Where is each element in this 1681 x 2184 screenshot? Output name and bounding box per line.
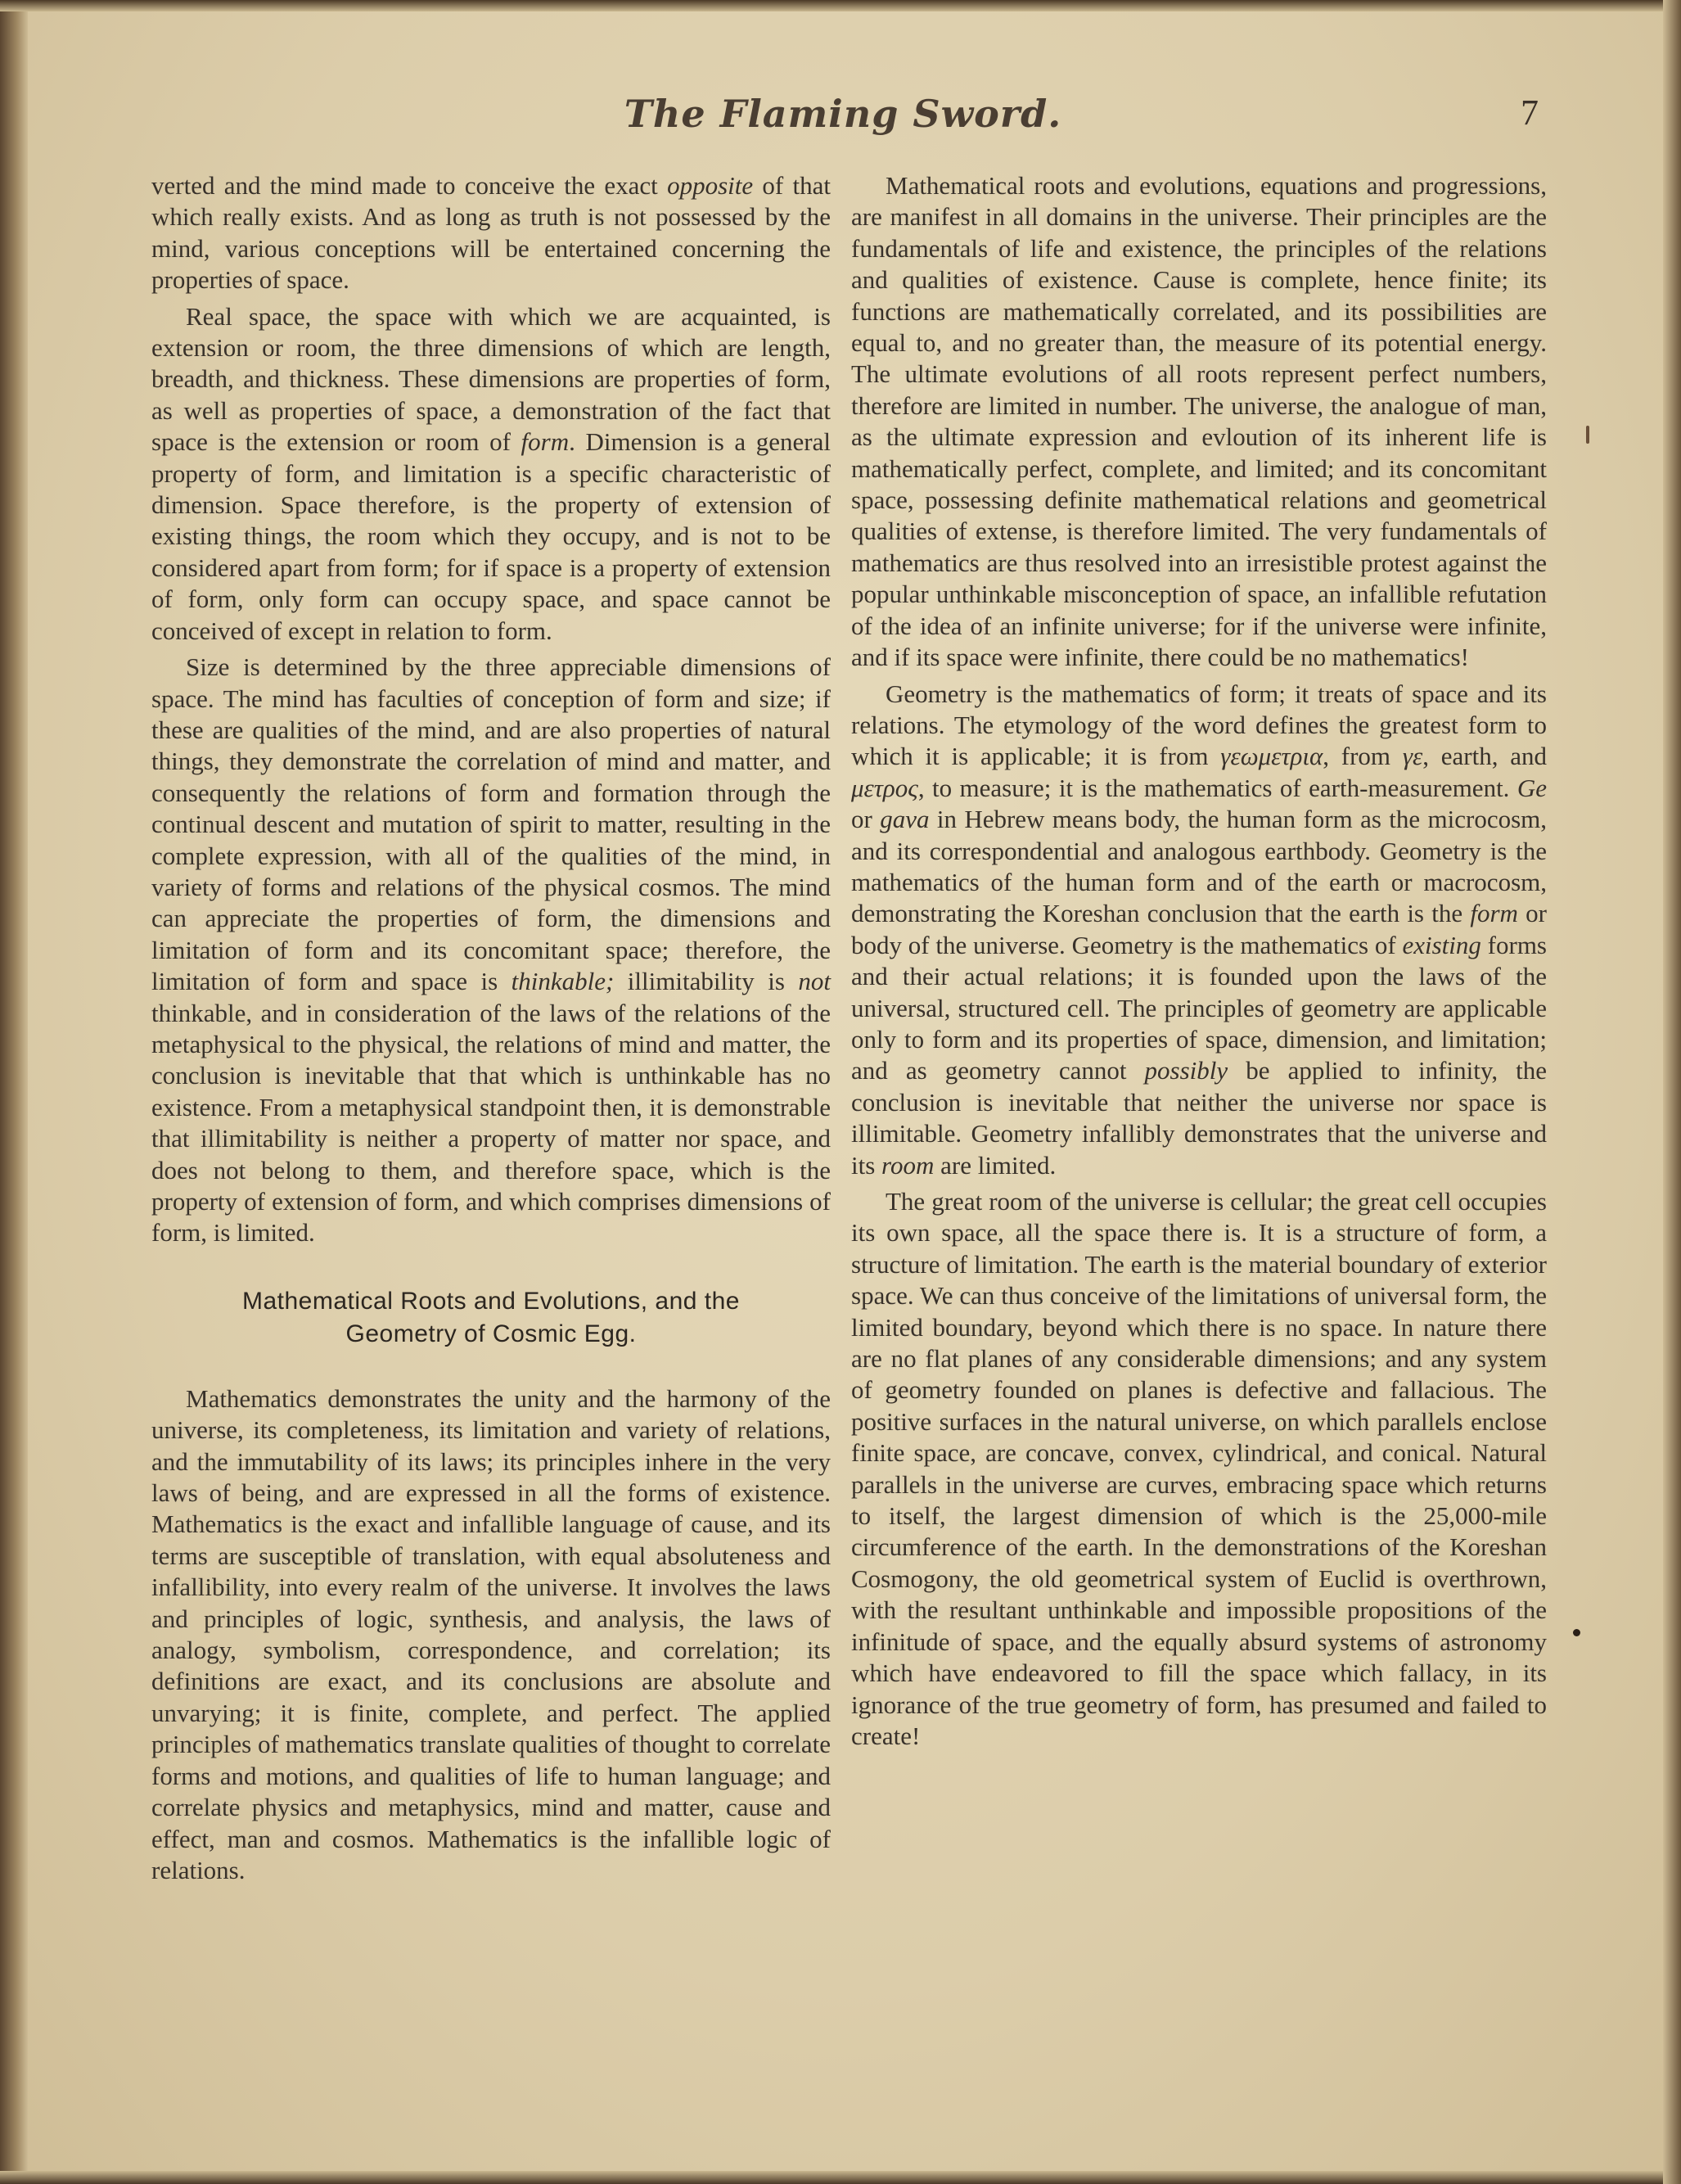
right-column (851, 170, 1547, 1757)
right-edge (1663, 0, 1681, 2184)
paragraph: verted and the mind made to conceive the exact opposite of that which really exists. And as long as truth is not possessed by the mind, various conceptions will be entertained concerning the properties of space. (151, 171, 831, 295)
paragraph: Size is determined by the three appreciable dimensions of space. The mind has faculties of conception of form and size; if these are qualities of the mind, and are also properties of natural things, they demonstrate the correlation of mind and matter, and consequently the relations of form and formation through the continual descent and mutation of spirit to matter, resulting in the complete expression, with all of the qualities of the mind, in variety of forms and relations of the physical cosmos. The mind can appreciate the properties of form, the dimensions and limitation of form and its concomitant space; therefore, the limitation of form and space is thinkable; illimitability is not thinkable, and in consideration of the laws of the relations of the metaphysical to the physical, the relations of mind and matter, the conclusion is inevitable that that which is unthinkable has no existence. From a metaphysical standpoint then, it is demonstrable that illimitability is neither a property of matter nor space, and does not belong to them, and therefore space, which is the property of extension of form, and which comprises dimensions of form, is limited. (151, 652, 831, 1248)
paragraph: Mathematics demonstrates the unity and the harmony of the universe, its completeness, its limitation and variety of relations, and the immutability of its laws; its principles inhere in the very laws of being, and are expressed in all the forms of existence. Mathematics is the exact and infallible language of cause, and its terms are susceptible of translation, with equal absoluteness and infallibility, into every realm of the universe. It involves the laws and principles of logic, synthesis, and analysis, the laws of analogy, symbolism, correspondence, and correlation; its definitions are exact, and its conclusions are absolute and unvarying; it is finite, complete, and perfect. The applied principles of mathematics translate qualities of thought to correlate forms and motions, and qualities of life to human language; and correlate physics and metaphysics, mind and matter, cause and effect, man and cosmos. Mathematics is the infallible logic of relations. (151, 1383, 831, 1884)
page-header (147, 92, 1539, 149)
top-edge (0, 0, 1681, 11)
bottom-edge (0, 2171, 1681, 2184)
paragraph: Real space, the space with which we are acquainted, is extension or room, the three dimensions of which are length, breadth, and thickness. These dimensions are properties of form, as well as properties of space, a demonstration of the fact that space is the extension or room of form. Dimension is a general property of form, and limitation is a specific characteristic of dimension. Space therefore, is the property of extension of existing things, the room which they occupy, and is not to be considered apart from form; for if space is a property of extension of form, only form can occupy space, and space cannot be conceived of except in relation to form. (151, 301, 831, 645)
ink-speck (1586, 426, 1589, 444)
running-title: The Flaming Sword. (624, 92, 1062, 136)
page-number: 7 (1521, 93, 1539, 133)
paragraph: The great room of the universe is cellular; the great cell occupies its own space, all the space there is. It is a structure of form, a structure of limitation. The earth is the material boundary of exterior space. We can thus conceive of the limitations of universal form, the limited boundary, beyond which there is no space. In nature there are no flat planes of any considerable dimensions; and any system of geometry founded on planes is defective and fallacious. The positive surfaces in the natural universe, on which parallels enclose finite space, are concave, convex, cylindrical, and conical. Natural parallels in the universe are curves, embracing space which returns to itself, the largest dimension of which is the 25,000-mile circumference of the earth. In the demonstrations of the Koreshan Cosmogony, the old geometrical system of Euclid is overthrown, with the resultant unthinkable and impossible propositions of the infinitude of space, and the equally absurd systems of astronomy which have endeavored to fill the space which fallacy, in its ignorance of the true geometry of form, has presumed and failed to create! (851, 1187, 1547, 1750)
left-column (151, 170, 831, 1891)
section-heading-line: Mathematical Roots and Evolutions, and the (241, 1287, 740, 1315)
section-heading-line: Geometry of Cosmic Egg. (345, 1320, 637, 1347)
paragraph: Mathematical roots and evolutions, equations and progressions, are manifest in all domains in the universe. Their principles are the fundamentals of life and existence, the principles of the relations and qualities of existence. Cause is complete, hence finite; its functions are mathematically correlated, and its possibilities are equal to, and no greater than, the measure of its potential energy. The ultimate evolutions of all roots represent perfect numbers, therefore are limited in number. The universe, the analogue of man, as the ultimate expression and evloution of its inherent life is mathematically perfect, complete, and limited; and its concomitant space, possessing definite mathematical relations and geometrical qualities of extense, is therefore limited. The very fundamentals of mathematics are thus resolved into an irresistible protest against the popular unthinkable misconception of space, an infallible refutation of the idea of an infinite universe; for if the universe were infinite, and if its space were infinite, there could be no mathematics! (851, 171, 1547, 672)
section-heading (151, 1285, 831, 1351)
ink-speck (1573, 1629, 1580, 1636)
paragraph: Geometry is the mathematics of form; it treats of space and its relations. The etymology of the word defines the greatest form to which it is applicable; it is from γεωμετρια, from γε, earth, and μετρος, to measure; it is the mathematics of earth-measurement. Ge or gava in Hebrew means body, the human form as the microcosm, and its correspondential and analogous earthbody. Geometry is the mathematics of the human form and of the earth or macrocosm, demonstrating the Koreshan conclusion that the earth is the form or body of the universe. Geometry is the mathematics of existing forms and their actual relations; it is founded upon the laws of the universal, structured cell. The principles of geometry are applicable only to form and its properties of space, dimension, and limitation; and as geometry cannot possibly be applied to infinity, the conclusion is inevitable that neither the universe nor space is illimitable. Geometry infallibly demonstrates that the universe and its room are limited. (851, 679, 1548, 1180)
binding-edge (0, 0, 28, 2184)
